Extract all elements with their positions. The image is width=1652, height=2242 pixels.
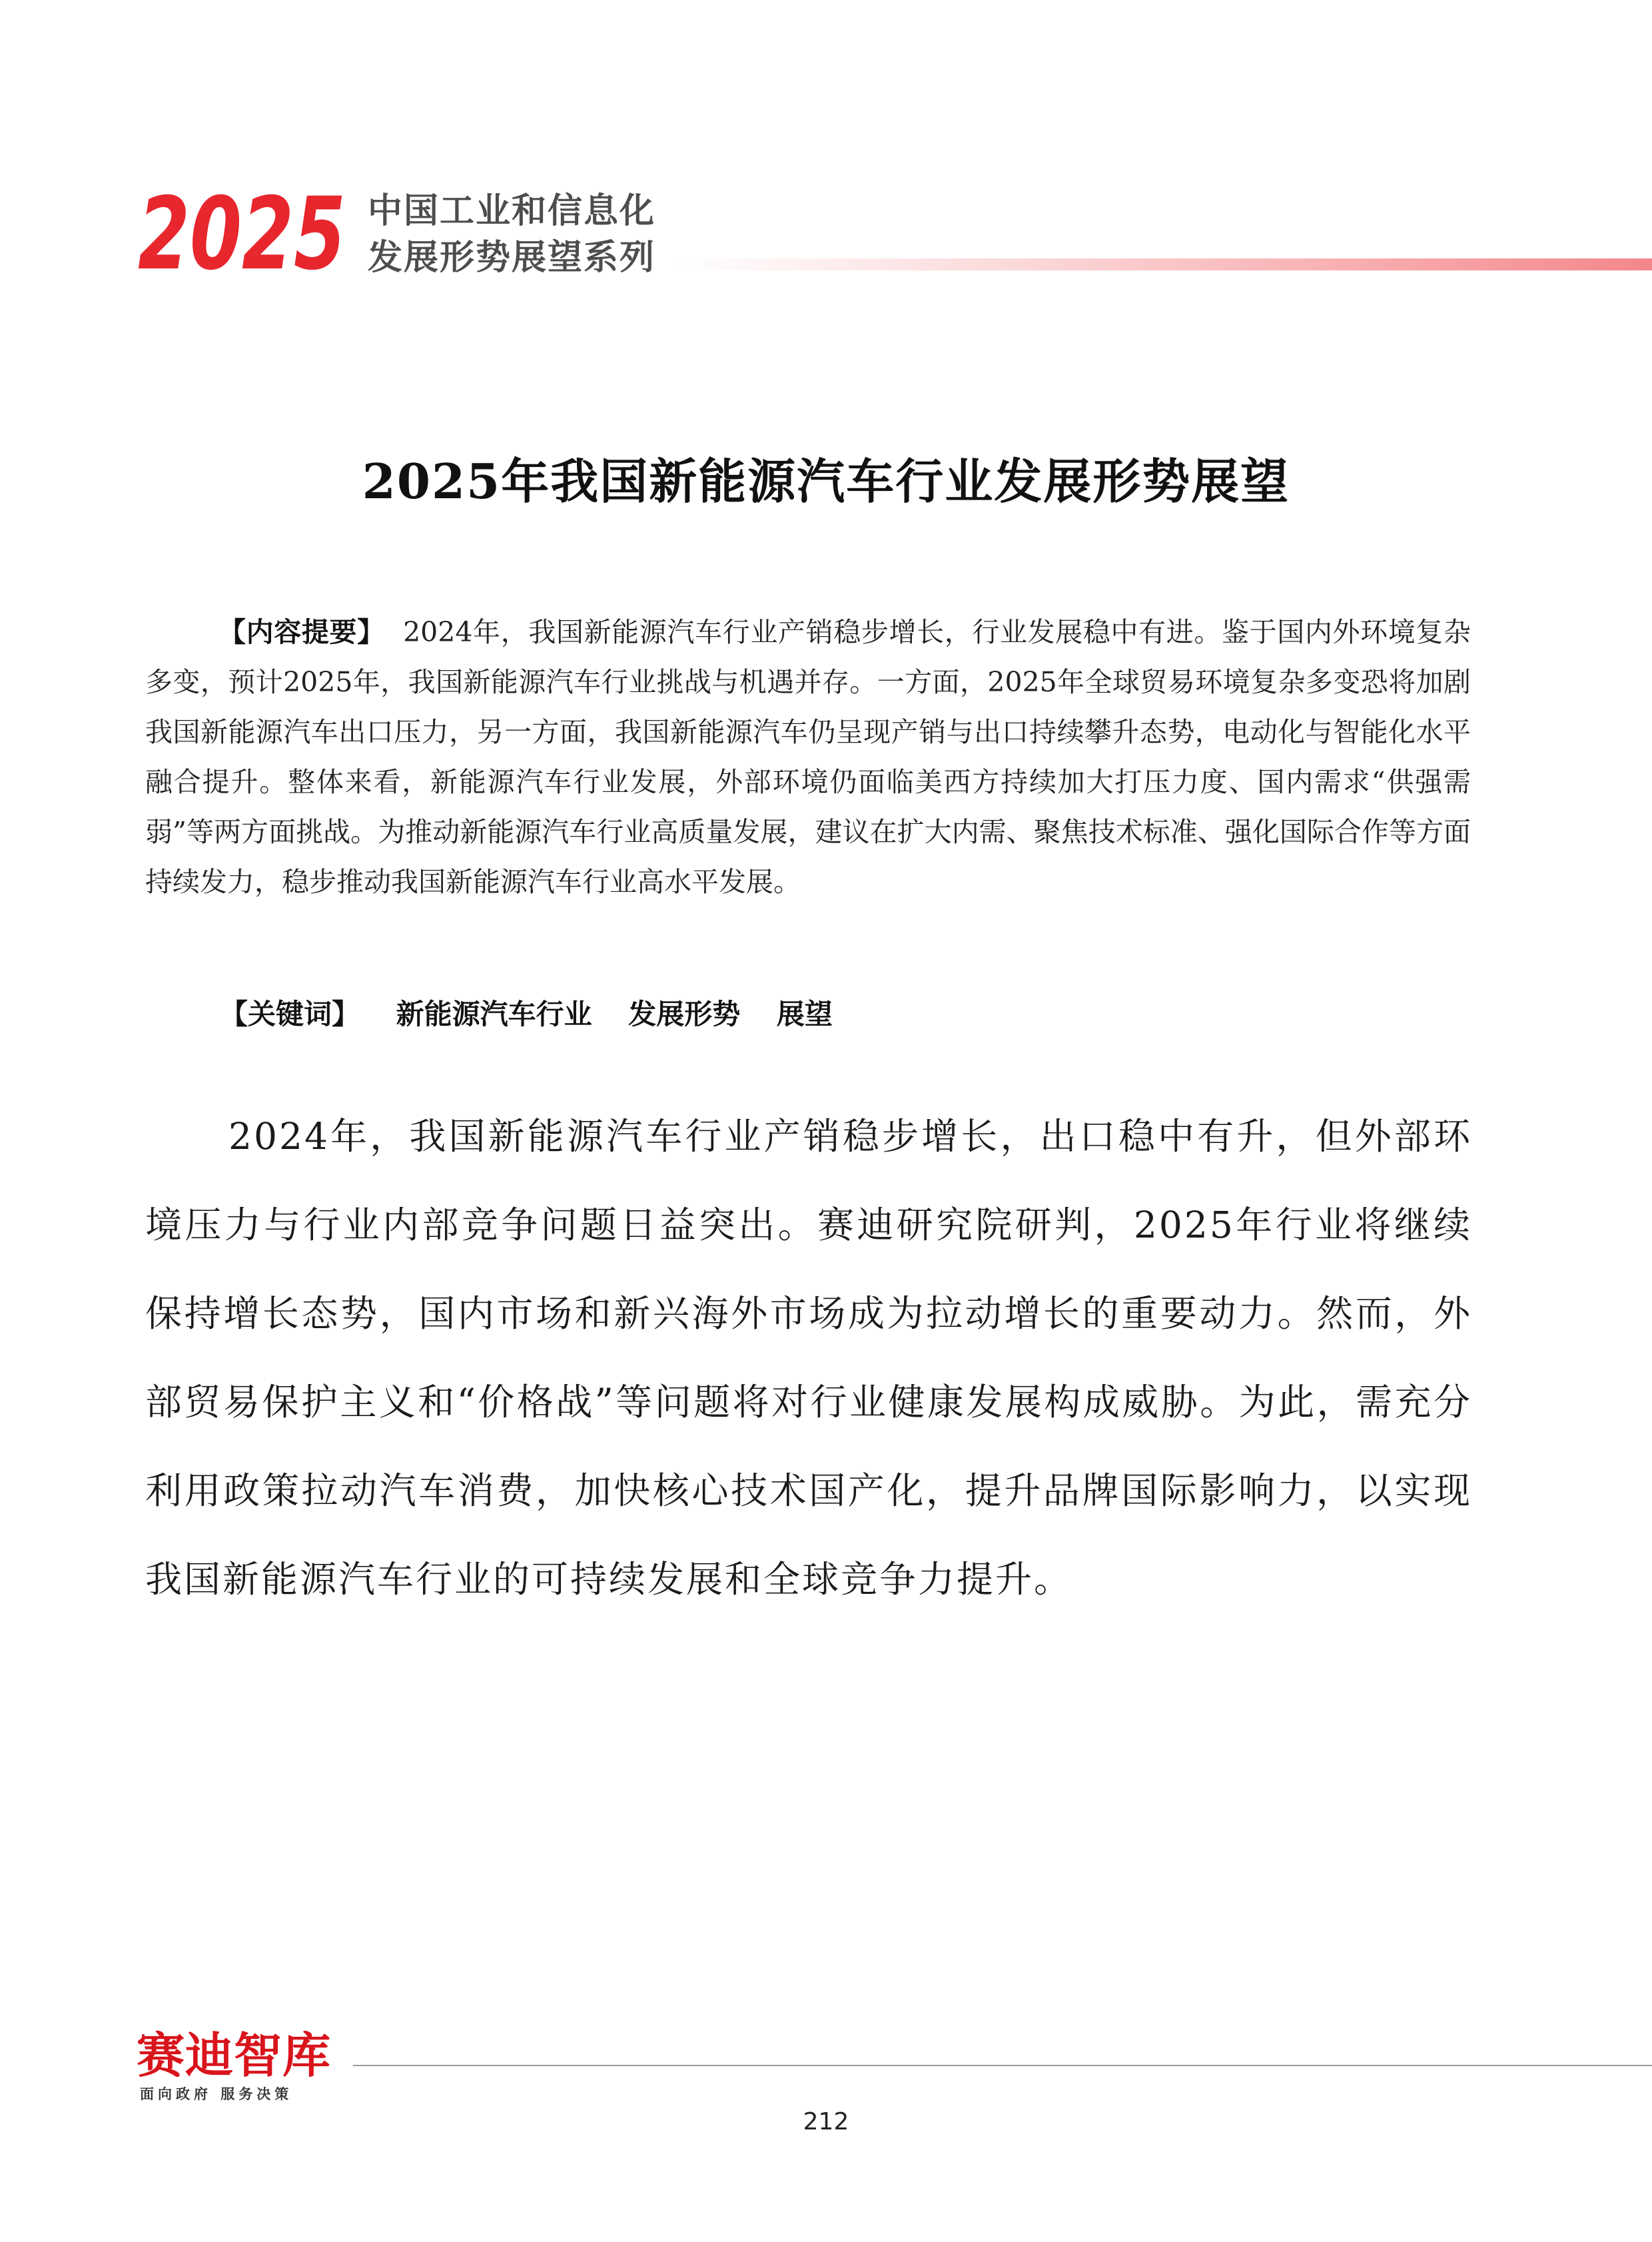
abstract-section: [145, 607, 1471, 907]
page-number: 212: [803, 2108, 849, 2135]
keywords-label: 【关键词】: [220, 998, 360, 1030]
document-title: 2025年我国新能源汽车行业发展形势展望: [362, 453, 1290, 510]
series-name-line2: 发展形势展望系列: [368, 238, 656, 278]
header-gradient-bar: [673, 258, 1652, 270]
body-paragraph: 2024年，我国新能源汽车行业产销稳步增长，出口稳中有升，但外部环境压力与行业内部竞争问题日益突出。赛迪研究院研判，2025年行业将继续保持增长态势，国内市场和新兴海外市场成为拉动增长的重要动力。然而，外部贸易保护主义和“价格战”等问题将对行业健康发展构成威胁。为此，需充分利用政策拉动汽车消费，加快核心技术国产化，提升品牌国际影响力，以实现我国新能源汽车行业的可持续发展和全球竞争力提升。: [145, 1115, 1472, 1601]
keywords-section: [220, 991, 833, 1038]
abstract-label: 【内容提要】: [218, 616, 385, 648]
series-name-line1: 中国工业和信息化: [368, 191, 656, 231]
footer-divider: [353, 2065, 1652, 2066]
body-section: [145, 1092, 1472, 1624]
logo-number: 2025: [138, 177, 346, 292]
series-name: [368, 188, 655, 281]
keyword-item: 新能源汽车行业: [396, 998, 592, 1030]
keyword-item: 展望: [776, 998, 833, 1030]
footer-brand-logo: 赛迪智库: [137, 2028, 332, 2083]
abstract-text: 2024年，我国新能源汽车行业产销稳步增长，行业发展稳中有进。鉴于国内外环境复杂多变，预计2025年，我国新能源汽车行业挑战与机遇并存。一方面，2025年全球贸易环境复杂多变恐将加剧我国新能源汽车出口压力，另一方面，我国新能源汽车仍呈现产销与出口持续攀升态势，电动化与智能化水平融合提升。整体来看，新能源汽车行业发展，外部环境仍面临美西方持续加大打压力度、国内需求“供强需弱”等两方面挑战。为推动新能源汽车行业高质量发展，建议在扩大内需、聚焦技术标准、强化国际合作等方面持续发力，稳步推动我国新能源汽车行业高水平发展。: [145, 616, 1471, 898]
abstract-paragraph: [145, 607, 1471, 907]
series-logo-2025: [137, 177, 350, 292]
keyword-item: 发展形势: [628, 998, 741, 1030]
footer-slogan: 面向政府 服务决策: [140, 2086, 293, 2102]
